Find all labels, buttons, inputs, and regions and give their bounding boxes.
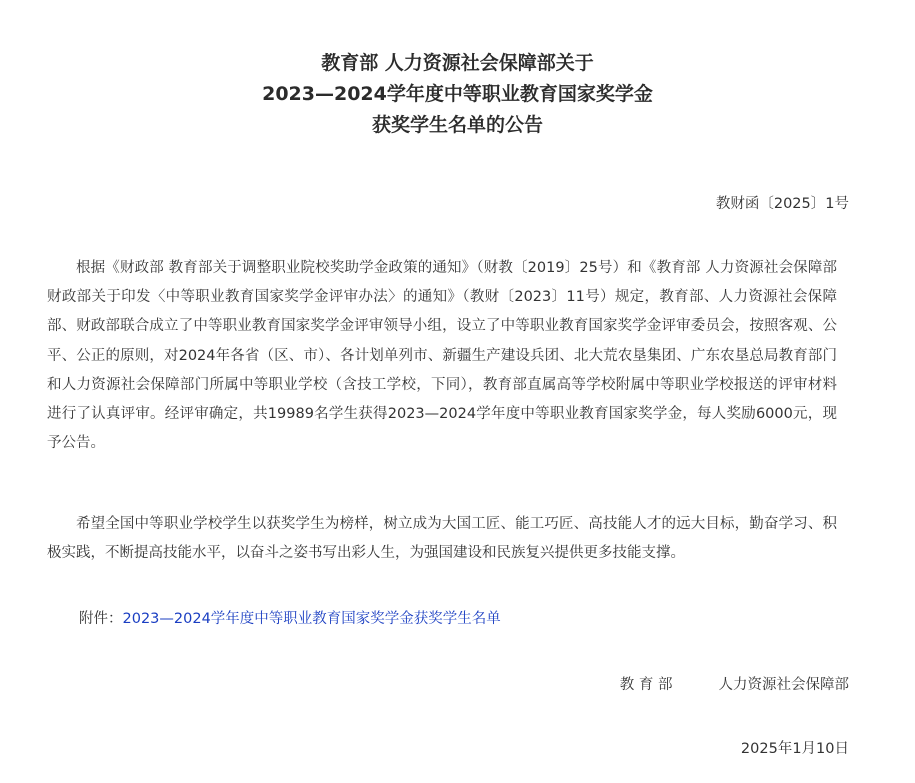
attachment-line	[79, 607, 501, 631]
signature-org-mohrss: 人力资源社会保障部	[718, 677, 849, 693]
signature	[620, 673, 849, 697]
document-number: 教财函〔2025〕1号	[715, 196, 849, 212]
body-paragraph-1: 根据《财政部 教育部关于调整职业院校奖助学金政策的通知》（财教〔2019〕25号）和《教育部 人力资源社会保障部 财政部关于印发〈中等职业教育国家奖学金评审办法〉的通知》（教财〔2023〕11号）规定，教育部、人力资源社会保障部、财政部联合成立了中等职业教育国家奖学金评审领导小组，设立了中等职业教育国家奖学金评审委员会，按照客观、公平、公正的原则，对2024年各省（区、市）、各计划单列市、新疆生产建设兵团、北大荒农垦集团、广东农垦总局教育部门和人力资源社会保障部门所属中等职业学校（含技工学校，下同），教育部直属高等学校附属中等职业学校报送的评审材料进行了认真评审。经评审确定，共19989名学生获得2023—2024学年度中等职业教育国家奖学金，每人奖励6000元，现予公告。	[47, 260, 837, 452]
page-title	[0, 48, 915, 141]
title-line-1: 教育部 人力资源社会保障部关于	[321, 52, 594, 74]
title-line-2: 2023—2024学年度中等职业教育国家奖学金	[262, 83, 653, 105]
signature-org-ministry-of-education: 教 育 部	[619, 677, 673, 693]
title-line-3: 获奖学生名单的公告	[371, 114, 543, 136]
body-paragraph-2: 希望全国中等职业学校学生以获奖学生为榜样，树立成为大国工匠、能工巧匠、高技能人才的远大目标，勤奋学习、积极实践，不断提高技能水平，以奋斗之姿书写出彩人生，为强国建设和民族复兴提供更多技能支撑。	[47, 516, 837, 562]
document-date: 2025年1月10日	[740, 741, 849, 757]
attachment-label: 附件：	[79, 611, 123, 627]
attachment-link[interactable]: 2023—2024学年度中等职业教育国家奖学金获奖学生名单	[122, 611, 501, 627]
